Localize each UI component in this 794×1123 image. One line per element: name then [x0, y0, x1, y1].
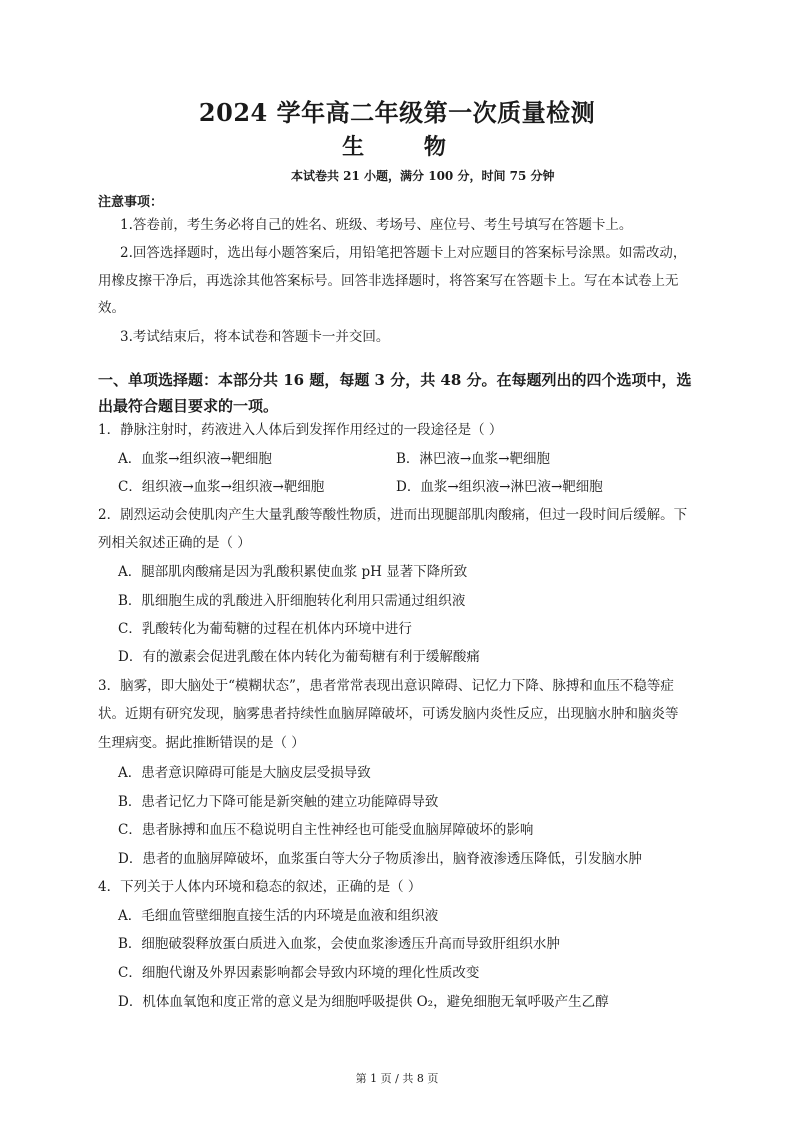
notice-item-2-line-3: 效。: [98, 300, 125, 316]
question-1-option-d: D．血浆→组织液→淋巴液→靶细胞: [396, 479, 603, 495]
exam-info: 本试卷共 21 小题，满分 100 分，时间 75 分钟: [291, 169, 555, 183]
notice-item-2-line-1: 2.回答选择题时，选出每小题答案后，用铅笔把答题卡上对应题目的答案标号涂黑。如需改动，: [120, 245, 687, 261]
question-4-option-d: D．机体血氧饱和度正常的意义是为细胞呼吸提供 O₂，避免细胞无氧呼吸产生乙醇: [118, 994, 609, 1010]
section-heading-line-2: 出最符合题目要求的一项。: [98, 397, 279, 415]
exam-title: 2024 学年高二年级第一次质量检测: [198, 98, 596, 127]
section-heading-line-1: 一、单项选择题：本部分共 16 题，每题 3 分，共 48 分。在每题列出的四个选项中，选: [98, 371, 692, 389]
notice-heading: 注意事项：: [98, 195, 164, 210]
notice-item-2-line-2: 用橡皮擦干净后，再选涂其他答案标号。回答非选择题时，将答案写在答题卡上。写在本试卷上无: [98, 273, 679, 289]
question-3-option-c: C．患者脉搏和血压不稳说明自主性神经也可能受血脑屏障破坏的影响: [118, 822, 534, 838]
question-3-option-d: D．患者的血脑屏障破坏，血浆蛋白等大分子物质渗出，脑脊液渗透压降低，引发脑水肿: [118, 851, 642, 867]
question-2-stem-line-1: 2．剧烈运动会使肌肉产生大量乳酸等酸性物质，进而出现腿部肌肉酸痛，但过一段时间后缓解。下: [98, 507, 688, 523]
question-2-option-a: A．腿部肌肉酸痛是因为乳酸积累使血浆 pH 显著下降所致: [118, 564, 468, 580]
question-1-option-a: A．血浆→组织液→靶细胞: [118, 451, 272, 467]
notice-item-1: 1.答卷前，考生务必将自己的姓名、班级、考场号、座位号、考生号填写在答题卡上。: [120, 217, 633, 233]
page-number: 第 1 页 / 共 8 页: [355, 1072, 439, 1085]
question-1-option-b: B．淋巴液→血浆→靶细胞: [396, 451, 551, 467]
notice-item-3: 3.考试结束后，将本试卷和答题卡一并交回。: [120, 329, 390, 345]
question-4-option-b: B．细胞破裂释放蛋白质进入血浆，会使血浆渗透压升高而导致肝组织水肿: [118, 936, 560, 952]
question-2-option-b: B．肌细胞生成的乳酸进入肝细胞转化利用只需通过组织液: [118, 593, 466, 609]
question-3-stem-line-1: 3．脑雾，即大脑处于“模糊状态”，患者常常表现出意识障碍、记忆力下降、脉搏和血压不稳等症: [98, 678, 674, 694]
question-3-option-a: A．患者意识障碍可能是大脑皮层受损导致: [118, 765, 371, 781]
question-2-stem-line-2: 列相关叙述正确的是（ ）: [98, 535, 251, 551]
question-4-stem: 4．下列关于人体内环境和稳态的叙述，正确的是（ ）: [98, 879, 422, 895]
question-3-option-b: B．患者记忆力下降可能是新突触的建立功能障碍导致: [118, 794, 439, 810]
question-1-option-c: C．组织液→血浆→组织液→靶细胞: [118, 479, 325, 495]
question-2-option-d: D．有的激素会促进乳酸在体内转化为葡萄糖有利于缓解酸痛: [118, 649, 480, 665]
question-1-stem: 1．静脉注射时，药液进入人体后到发挥作用经过的一段途径是（ ）: [98, 422, 503, 438]
question-4-option-c: C．细胞代谢及外界因素影响都会导致内环境的理化性质改变: [118, 965, 480, 981]
question-3-stem-line-2: 状。近期有研究发现，脑雾患者持续性血脑屏障破坏，可诱发脑内炎性反应，出现脑水肿和脑炎等: [98, 706, 679, 722]
question-2-option-c: C．乳酸转化为葡萄糖的过程在机体内环境中进行: [118, 621, 412, 637]
question-4-option-a: A．毛细血管壁细胞直接生活的内环境是血液和组织液: [118, 908, 439, 924]
question-3-stem-line-3: 生理病变。据此推断错误的是（ ）: [98, 735, 305, 751]
exam-subject: 生 物: [342, 134, 472, 160]
